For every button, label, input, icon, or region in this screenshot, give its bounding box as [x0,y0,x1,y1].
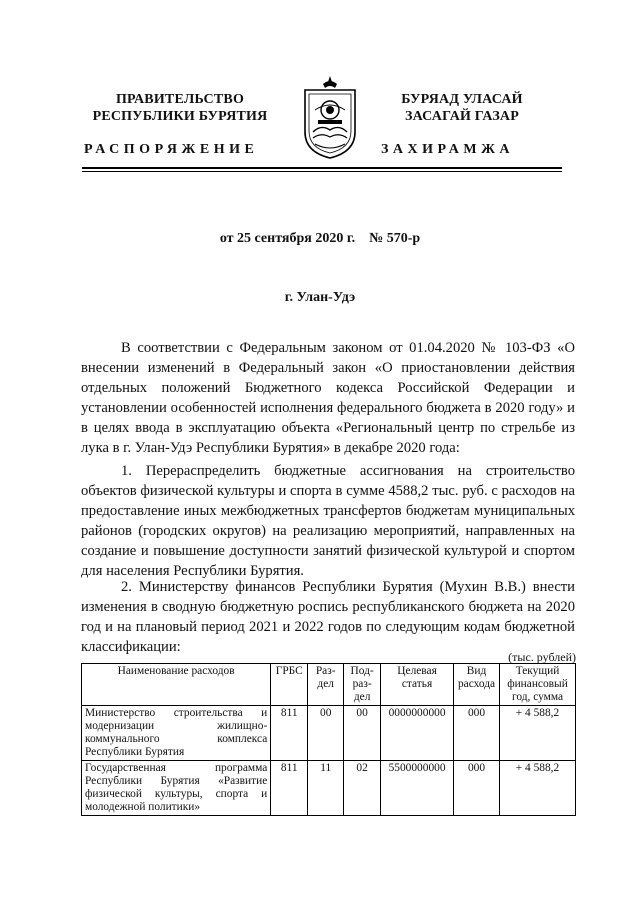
row-target: 0000000000 [381,706,454,761]
item-2-paragraph: 2. Министерству финансов Республики Бурятия (Мухин В.В.) внести изменения в сводную бюджетную роспись республиканского бюджета на 2020 год и на плановый период 2021 и 2022 годов по следующим кодам бюджетной классификации: [81,579,575,655]
header-grbs: ГРБС [271,664,308,706]
government-line-1-bua: БУРЯАД УЛАСАЙ [401,92,523,107]
row-sum: + 4 588,2 [500,761,576,816]
row-podrazdel: 02 [344,761,381,816]
header-name: Наименование расходов [82,664,271,706]
document-city: г. Улан-Удэ [284,290,356,305]
row-name: Государственная программа Республики Бурятия «Развитие физической культуры, спорта и молодежной политики» [82,761,271,816]
header-target: Целевая статья [381,664,454,706]
government-name-bua [362,91,562,125]
row-vid: 000 [454,761,500,816]
row-podrazdel: 00 [344,706,381,761]
header-razdel: Раз-дел [308,664,344,706]
buryatia-coat-of-arms-icon [301,74,359,160]
table-row [82,706,576,761]
table-unit-note: (тыс. рублей) [508,650,576,664]
preamble-paragraph: В соответствии с Федеральным законом от 01.04.2020 № 103-ФЗ «О внесении изменений в Федеральный закон «О приостановлении действия отдельных положений Бюджетного кодекса Российской Федерации и установлении особенностей исполнения федерального бюджета в 2020 году» и в целях ввода в эксплуатацию объекта «Региональный центр по стрельбе из лука в г. Улан-Удэ Республики Бурятия» в декабре 2020 года: [81,340,575,456]
row-grbs: 811 [271,706,308,761]
header-vid: Вид расхода [454,664,500,706]
table-header-row [82,664,576,706]
row-vid: 000 [454,706,500,761]
document-type-bua: ЗАХИРАМЖА [381,142,515,157]
item-1-paragraph: 1. Перераспределить бюджетные ассигнования на строительство объектов физической культуры и спорта в сумме 4588,2 тыс. руб. с расходов на предоставление иных межбюджетных трансфертов бюджетам муниципальных районов (городских округов) на реализацию мероприятий, направленных на создание и повышение доступности занятий физической культурой и спортом для населения Республики Бурятия. [81,463,575,579]
row-grbs: 811 [271,761,308,816]
budget-table [81,663,576,816]
row-razdel: 00 [308,706,344,761]
document-type-ru: РАСПОРЯЖЕНИЕ [84,142,259,157]
document-date-number: от 25 сентября 2020 г. № 570-р [219,231,421,246]
header-sum: Текущий финансовый год, сумма [500,664,576,706]
government-name-ru [80,91,280,125]
row-razdel: 11 [308,761,344,816]
header-rule-thick [82,167,562,169]
government-line-2-bua: ЗАСАГАЙ ГАЗАР [404,109,519,124]
header-podrazdel: Под-раз-дел [344,664,381,706]
header-rule-thin [82,171,562,172]
row-name: Министерство строительства и модернизации жилищно-коммунального комплекса Республики Бурятия [82,706,271,761]
government-line-2: РЕСПУБЛИКИ БУРЯТИЯ [92,109,268,124]
table-row [82,761,576,816]
row-sum: + 4 588,2 [500,706,576,761]
government-line-1: ПРАВИТЕЛЬСТВО [115,92,245,107]
row-target: 5500000000 [381,761,454,816]
